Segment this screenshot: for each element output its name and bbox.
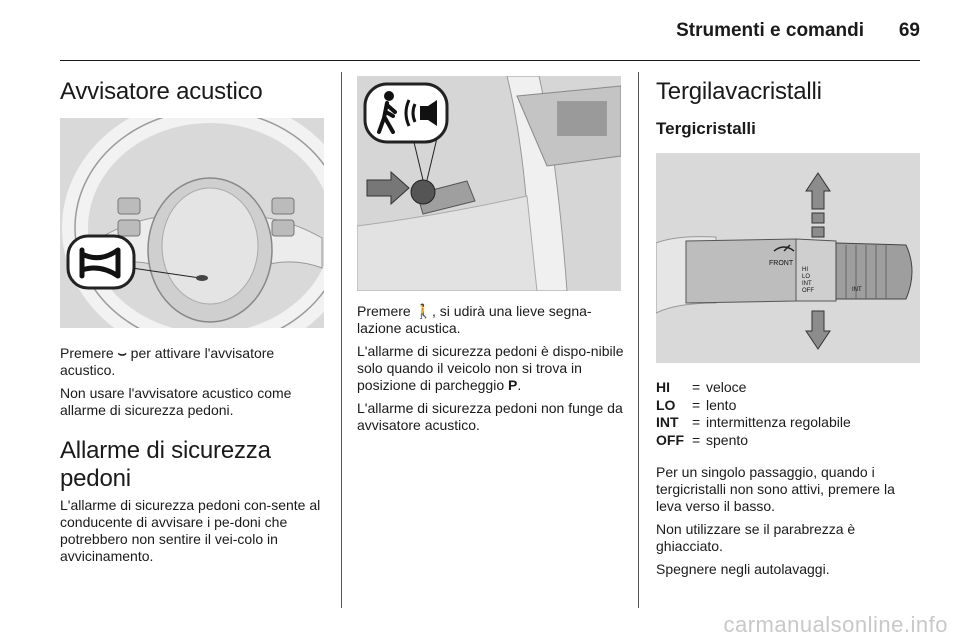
horn-icon: ⌣ bbox=[117, 345, 127, 361]
paragraph-ice-warning: Non utilizzare se il parabrezza è ghiacciato. bbox=[656, 521, 856, 554]
list-item: OFF = spento bbox=[656, 431, 749, 448]
ring-label-int: INT bbox=[852, 287, 862, 293]
column-horn bbox=[60, 70, 328, 565]
subheading-wipers: Tergicristalli bbox=[656, 119, 756, 138]
paragraph-single-wipe: Per un singolo passaggio, quando i tergicristalli non sono attivi, premere la leva verso il basso. bbox=[656, 464, 895, 514]
stalk-label-off: OFF bbox=[802, 288, 814, 294]
paragraph-pedestrian-availability: L'allarme di sicurezza pedoni è dispo-nibile solo quando il veicolo non si trova in posizione di parcheggio P. bbox=[357, 343, 624, 393]
heading-wipers: Tergilavacristalli bbox=[656, 78, 822, 105]
paragraph-horn-warning: Non usare l'avvisatore acustico come allarme di sicurezza pedoni. bbox=[60, 385, 292, 418]
paragraph-car-wash: Spegnere negli autolavaggi. bbox=[656, 561, 830, 577]
header-rule bbox=[60, 60, 920, 61]
pedestrian-alert-icon: 🚶 bbox=[414, 303, 433, 319]
section-title: Strumenti e comandi bbox=[676, 20, 864, 41]
heading-horn: Avvisatore acustico bbox=[60, 78, 263, 105]
column-wipers bbox=[656, 70, 922, 578]
list-item: INT = intermittenza regolabile bbox=[656, 414, 851, 430]
paragraph-pedestrian-note: L'allarme di sicurezza pedoni non funge da avvisatore acustico. bbox=[357, 400, 623, 433]
wiper-settings-list bbox=[656, 379, 922, 449]
wiper-stalk-illustration bbox=[656, 153, 920, 363]
list-item: HI = veloce bbox=[656, 379, 747, 395]
steering-wheel-figure bbox=[60, 118, 324, 328]
watermark: carmanualsonline.info bbox=[723, 612, 948, 637]
paragraph-pedestrian-alert: L'allarme di sicurezza pedoni con-sente al conducente di avvisare i pe-doni che potrebbero non sentire il vei-colo in avvicinamento. bbox=[60, 497, 321, 564]
steering-wheel-illustration bbox=[60, 118, 324, 328]
stalk-label-hi: HI bbox=[802, 267, 808, 273]
paragraph-pedestrian-use: Premere 🚶, si udirà una lieve segna-lazione acustica. bbox=[357, 303, 592, 336]
page-number: 69 bbox=[898, 20, 920, 41]
stalk-label-int: INT bbox=[802, 281, 812, 287]
paragraph-horn-use: Premere ⌣ per attivare l'avvisatore acustico. bbox=[60, 345, 275, 378]
wiper-stalk-figure bbox=[656, 153, 920, 363]
stalk-button-illustration bbox=[357, 76, 621, 291]
column-divider bbox=[341, 72, 342, 608]
column-pedestrian bbox=[357, 70, 625, 434]
pedestrian-alert-figure bbox=[357, 76, 621, 291]
stalk-label-front: FRONT bbox=[769, 260, 794, 267]
heading-pedestrian-alert: Allarme di sicurezza pedoni bbox=[60, 437, 271, 492]
stalk-label-lo: LO bbox=[802, 274, 811, 280]
column-divider bbox=[638, 72, 639, 608]
list-item: LO = lento bbox=[656, 396, 737, 413]
page-header bbox=[0, 0, 960, 60]
